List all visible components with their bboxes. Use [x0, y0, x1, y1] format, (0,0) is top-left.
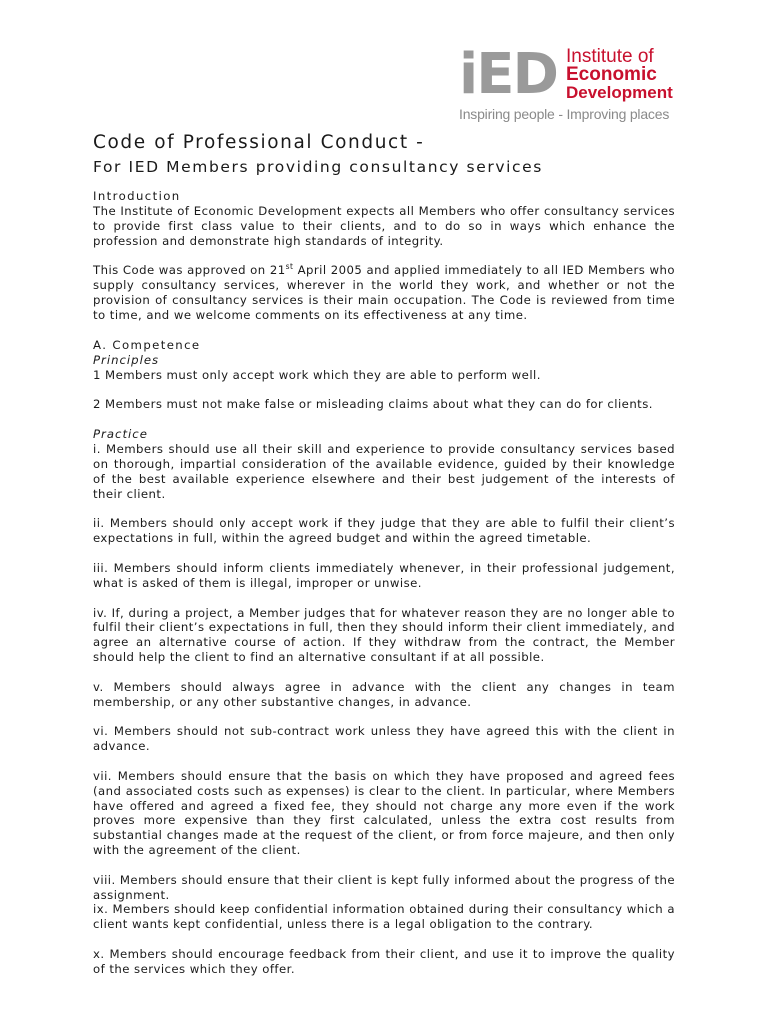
logo-name-line2: Economic [566, 64, 657, 85]
practice-ii: ii. Members should only accept work if they judge that they are able to fulfil their client’s expectations in full, within the agreed budget and within the agreed timetable. [93, 516, 675, 546]
logo-mark: iED [459, 42, 557, 107]
principle-2: 2 Members must not make false or misleading claims about what they can do for clients. [93, 397, 653, 412]
logo-name-line3: Development [566, 83, 673, 102]
principle-1: 1 Members must only accept work which they are able to perform well. [93, 367, 541, 382]
practice-heading: Practice [93, 427, 148, 442]
intro-paragraph-1: The Institute of Economic Development expects all Members who offer consultancy services to provide first class value to their clients, and to do so in ways which enhance the profession and demonstrate high standards of integrity. [93, 204, 675, 248]
practice-ix: ix. Members should keep confidential information obtained during their consultancy which a client wants kept confidential, unless there is a legal obligation to the contrary. [93, 902, 675, 932]
practice-vii: vii. Members should ensure that the basis on which they have proposed and agreed fees (and associated costs such as expenses) is clear to the client. In particular, where Members have offered and agreed a fixed fee, they should not charge any more even if the work proves more expensive than they first calculated, unless the extra cost results from substantial changes made at the request of the client, or from force majeure, and then only with the agreement of the client. [93, 768, 675, 857]
section-a-heading: A. Competence [93, 337, 201, 352]
date-superscript: st [285, 262, 294, 272]
logo-name [566, 48, 673, 102]
practice-x: x. Members should encourage feedback from their client, and use it to improve the quality of the services which they offer. [93, 946, 675, 976]
logo-tagline: Inspiring people - Improving places [459, 106, 670, 122]
practice-iv: iv. If, during a project, a Member judges that for whatever reason they are no longer able to fulfil their client’s expectations in full, then they should inform their client immediately, and agree an alternative course of action. If they withdraw from the contract, the Member should help the client to find an alternative consultant if at all possible. [93, 605, 675, 664]
document-subtitle: For IED Members providing consultancy services [93, 158, 543, 176]
intro-para2-end: April 2005 and applied immediately to all IED Members who supply consultancy services, wherever in the world they work, and whether or not the provision of consultancy services is their main occupation. The Code is reviewed from time to time, and we welcome comments on its effectiveness at any time. [93, 263, 675, 322]
document-body [93, 130, 675, 976]
practice-vi: vi. Members should not sub-contract work unless they have agreed this with the client in advance. [93, 724, 675, 754]
practice-i: i. Members should use all their skill and experience to provide consultancy services based on thorough, impartial consideration of the available evidence, guided by their knowledge of the best available experience elsewhere and their best judgement of the interests of their client. [93, 442, 675, 501]
intro-para2-start: This Code was approved on 21 [93, 263, 286, 278]
ied-logo [459, 42, 674, 124]
practice-iii: iii. Members should inform clients immediately whenever, in their professional judgement, what is asked of them is illegal, improper or unwise. [93, 560, 675, 590]
practice-viii: viii. Members should ensure that their client is kept fully informed about the progress of the assignment. [93, 872, 675, 902]
logo-name-line1: Institute of [566, 46, 654, 67]
intro-paragraph-2 [93, 263, 675, 322]
document-title: Code of Professional Conduct - [93, 132, 425, 153]
principles-heading: Principles [93, 352, 160, 367]
introduction-heading: Introduction [93, 189, 181, 203]
practice-v: v. Members should always agree in advance with the client any changes in team membership, or any other substantive changes, in advance. [93, 679, 675, 709]
